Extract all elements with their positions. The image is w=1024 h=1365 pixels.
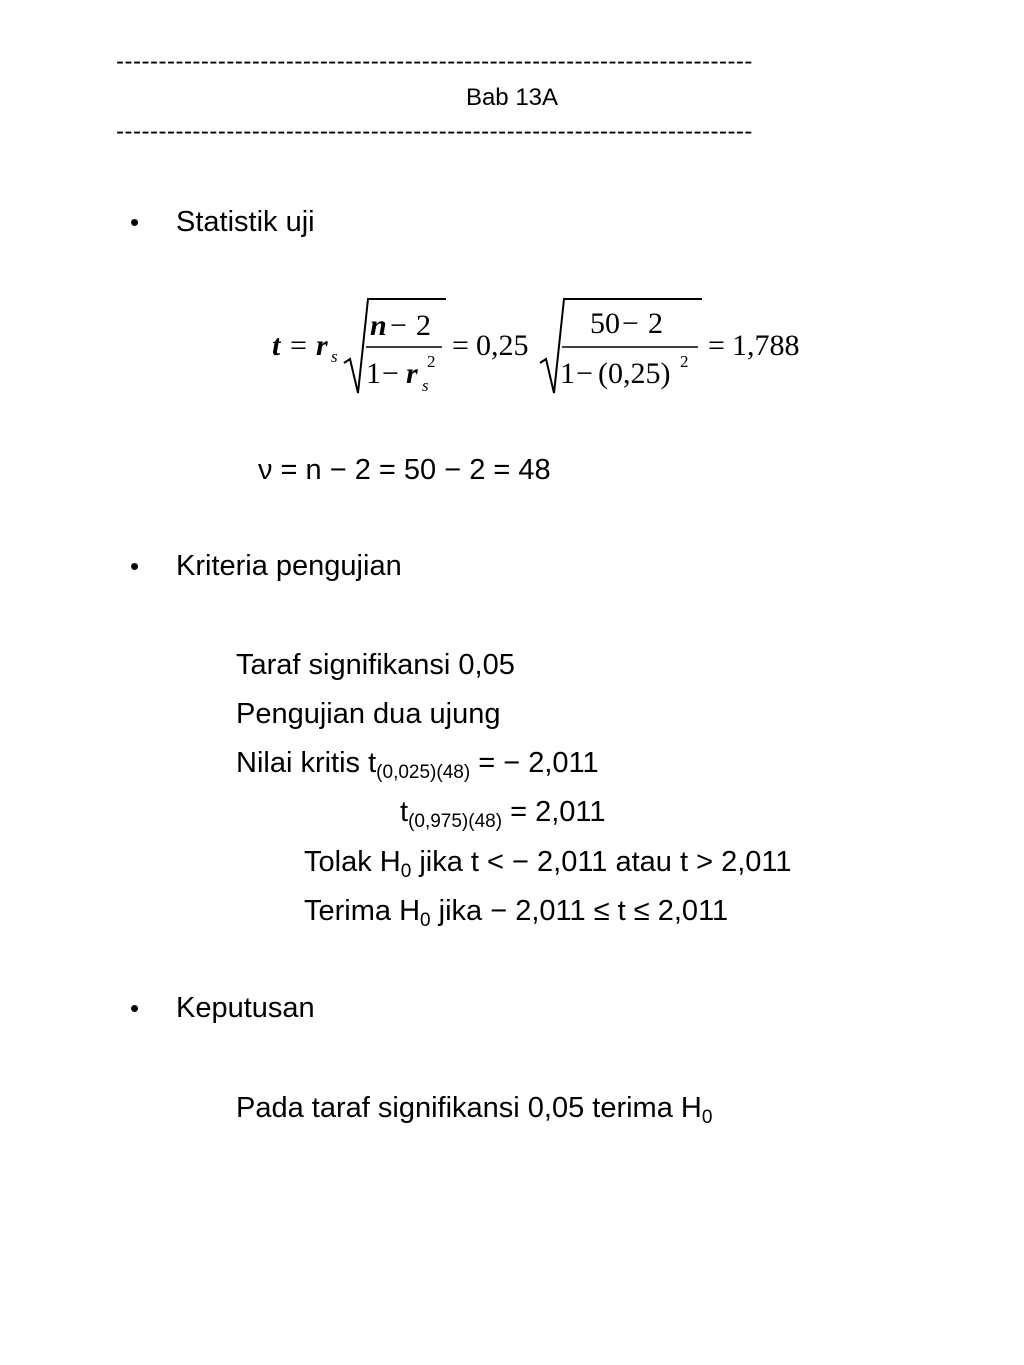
accept-rule-sub: 0 <box>420 910 431 931</box>
formula-num-two: 2 <box>416 309 431 342</box>
formula-num-two-2: 2 <box>648 307 663 340</box>
formula-rs-value: 0,25 <box>476 329 529 362</box>
t-statistic-formula <box>270 295 830 405</box>
decision-sub: 0 <box>701 1107 713 1128</box>
critical-value-upper-value: = 2,011 <box>502 796 606 828</box>
formula-den-paren: (0,25) <box>598 357 671 390</box>
page-title: Bab 13A <box>465 84 559 111</box>
formula-t: t <box>272 329 281 362</box>
formula-den-r: r <box>406 357 418 390</box>
significance-level: Taraf signifikansi 0,05 <box>236 649 515 681</box>
accept-rule <box>304 894 729 931</box>
formula-eq-3: = <box>708 329 725 362</box>
reject-rule-sub: 0 <box>400 861 412 882</box>
two-tailed-test: Pengujian dua ujung <box>236 698 501 730</box>
critical-value-lower-sub: (0,025)(48) <box>376 762 471 783</box>
formula-den-sq-2: 2 <box>680 352 689 371</box>
critical-value-upper-label: t <box>400 796 409 828</box>
formula-den-one-2: 1 <box>560 357 575 390</box>
formula-den-minus-2: − <box>576 357 593 390</box>
formula-eq-1: = <box>290 329 307 362</box>
bullet-keputusan: • <box>130 993 140 1023</box>
accept-rule-text-b: jika − 2,011 ≤ t ≤ 2,011 <box>430 895 729 927</box>
formula-r: r <box>316 329 328 362</box>
header-rule-top: --------------------------------------------------------------------------- <box>116 48 753 75</box>
heading-kriteria-pengujian: Kriteria pengujian <box>176 550 402 582</box>
formula-result: 1,788 <box>732 329 800 362</box>
critical-value-lower-value: = − 2,011 <box>470 747 599 779</box>
reject-rule <box>304 845 792 882</box>
formula-r-sub: s <box>331 347 338 366</box>
critical-value-lower-label: Nilai kritis t <box>236 747 377 779</box>
formula-den-minus: − <box>382 357 399 390</box>
bullet-statistik: • <box>130 207 140 237</box>
critical-value-upper <box>400 795 606 832</box>
bullet-kriteria: • <box>130 551 140 581</box>
decision-text: Pada taraf signifikansi 0,05 terima H <box>236 1092 702 1124</box>
formula-den-s: s <box>422 376 429 395</box>
critical-value-upper-sub: (0,975)(48) <box>408 811 503 832</box>
reject-rule-text-a: Tolak H <box>304 846 401 878</box>
heading-statistik-uji: Statistik uji <box>176 206 315 238</box>
formula-den-one: 1 <box>366 357 381 390</box>
decision-statement <box>236 1091 713 1128</box>
reject-rule-text-b: jika t < − 2,011 atau t > 2,011 <box>411 846 792 878</box>
formula-num-50: 50 <box>590 307 620 340</box>
accept-rule-text-a: Terima H <box>304 895 421 927</box>
formula-num-n: n <box>370 309 387 342</box>
formula-num-minus-2: − <box>622 307 639 340</box>
heading-keputusan: Keputusan <box>176 992 315 1024</box>
header-rule-bottom: --------------------------------------------------------------------------- <box>116 118 753 145</box>
formula-num-minus: − <box>390 309 407 342</box>
degrees-of-freedom: ν = n − 2 = 50 − 2 = 48 <box>258 454 551 486</box>
critical-value-lower <box>236 746 599 783</box>
formula-eq-2: = <box>452 329 469 362</box>
formula-den-sq: 2 <box>427 352 436 371</box>
